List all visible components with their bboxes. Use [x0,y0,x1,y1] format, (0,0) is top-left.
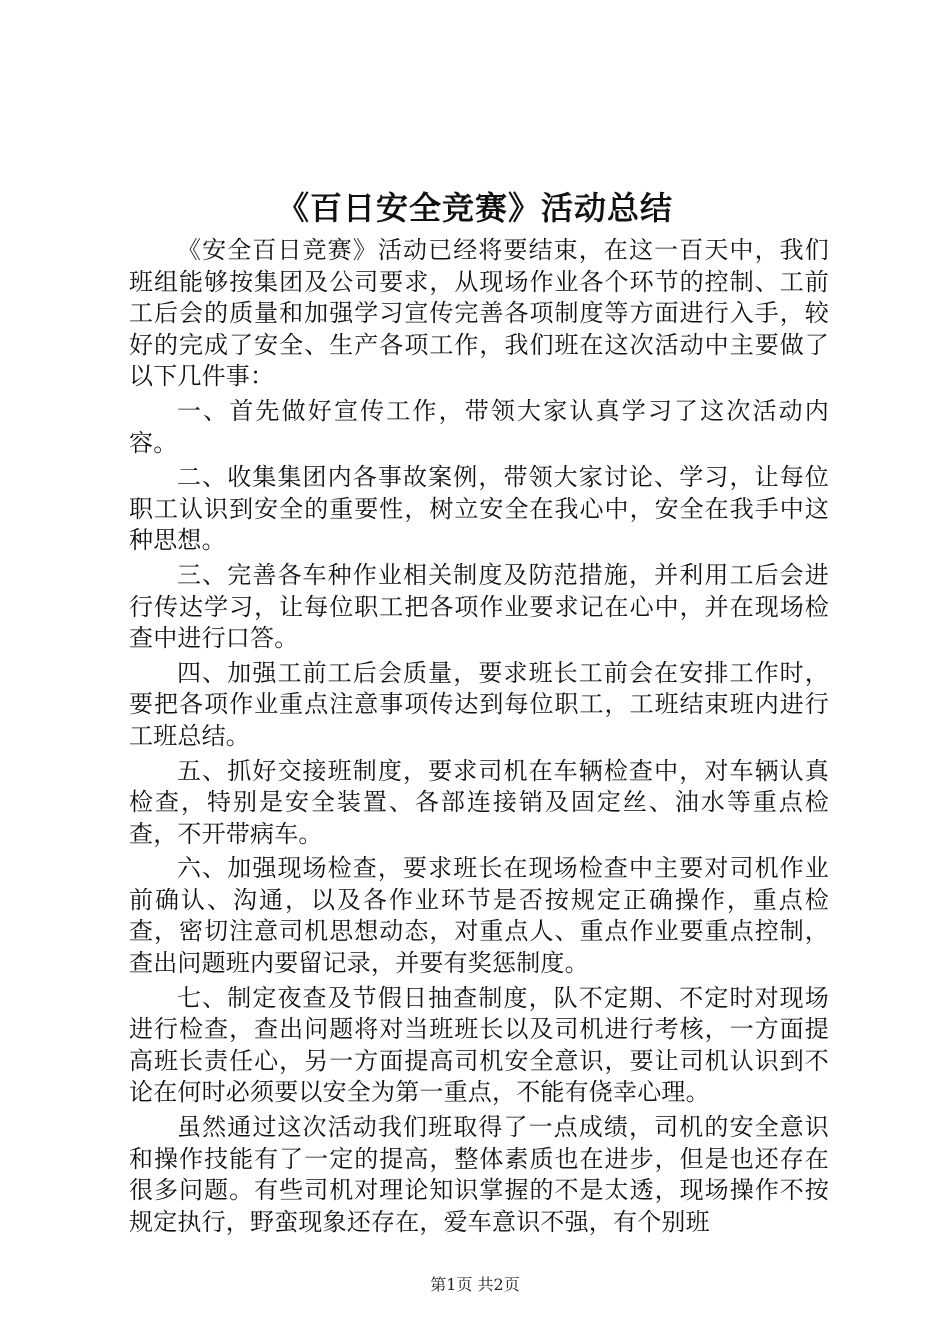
page-number-footer: 第1页 共2页 [430,1275,520,1294]
paragraph-item-4: 四、加强工前工后会质量，要求班长工前会在安排工作时，要把各项作业重点注意事项传达到每位职工，工班结束班内进行工班总结。 [129,658,829,750]
paragraph-conclusion: 虽然通过这次活动我们班取得了一点成绩，司机的安全意识和操作技能有了一定的提高，整体素质也在进步，但是也还存在很多问题。有些司机对理论知识掌握的不是太透，现场操作不按规定执行，野蛮现象还存在，爱车意识不强，有个别班 [129,1113,829,1236]
paragraph-item-3: 三、完善各车种作业相关制度及防范措施，并利用工后会进行传达学习，让每位职工把各项作业要求记在心中，并在现场检查中进行口答。 [129,560,829,653]
document-body [129,235,829,1241]
paragraph-item-5: 五、抓好交接班制度，要求司机在车辆检查中，对车辆认真检查，特别是安全装置、各部连接销及固定丝、油水等重点检查，不开带病车。 [129,756,829,848]
paragraph-item-1: 一、首先做好宣传工作，带领大家认真学习了这次活动内容。 [129,396,829,457]
paragraph-intro: 《安全百日竞赛》活动已经将要结束，在这一百天中，我们班组能够按集团及公司要求，从现场作业各个环节的控制、工前工后会的质量和加强学习宣传完善各项制度等方面进行入手，较好的完成了安全、生产各项工作，我们班在这次活动中主要做了以下几件事： [129,236,829,391]
paragraph-item-7: 七、制定夜查及节假日抽查制度，队不定期、不定时对现场进行检查，查出问题将对当班班长以及司机进行考核，一方面提高班长责任心，另一方面提高司机安全意识，要让司机认识到不论在何时必须要以安全为第一重点，不能有侥幸心理。 [129,983,829,1107]
paragraph-item-2: 二、收集集团内各事故案例，带领大家讨论、学习，让每位职工认识到安全的重要性，树立安全在我心中，安全在我手中这种思想。 [129,463,829,555]
paragraph-item-6: 六、加强现场检查，要求班长在现场检查中主要对司机作业前确认、沟通，以及各作业环节是否按规定正确操作，重点检查，密切注意司机思想动态，对重点人、重点作业要重点控制，查出问题班内要留记录，并要有奖惩制度。 [129,854,829,978]
document-title: 《百日安全竞赛》活动总结 [276,189,673,227]
